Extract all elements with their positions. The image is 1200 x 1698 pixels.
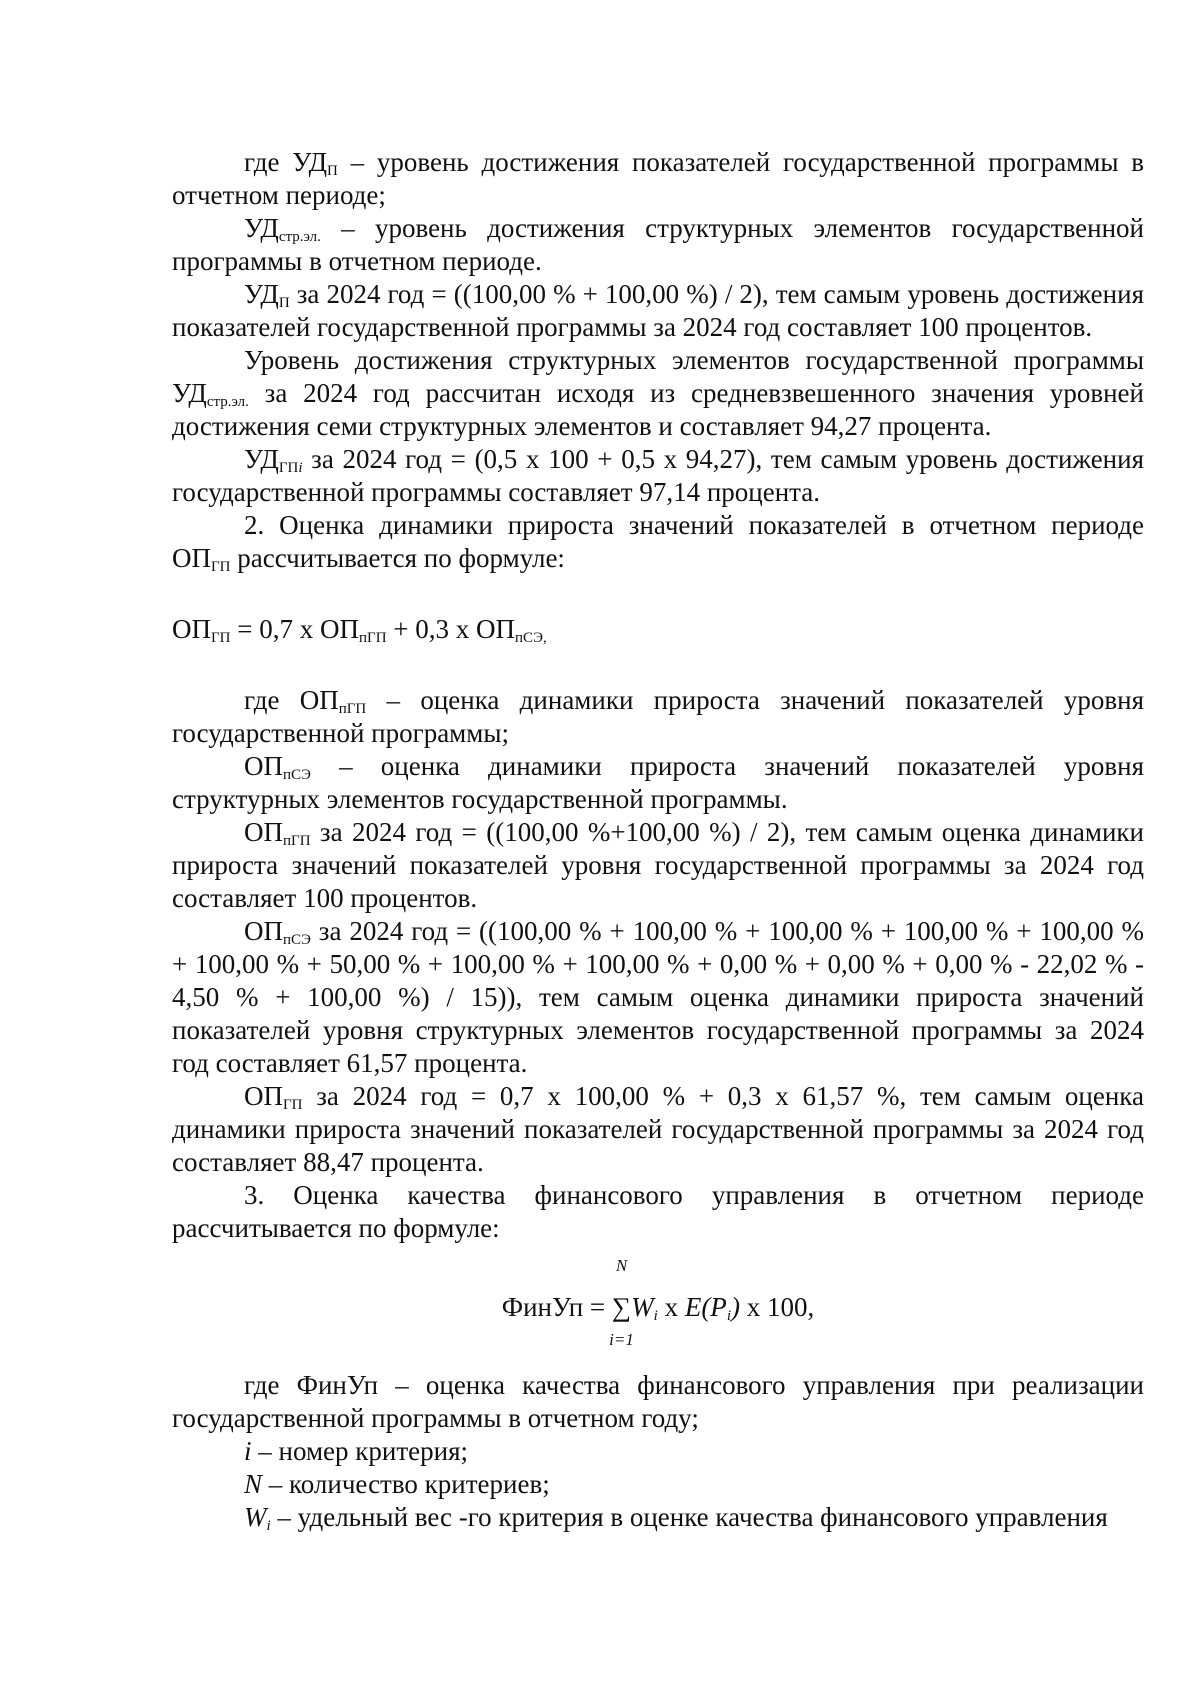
paragraph-op-pgp-definition <box>172 684 1144 750</box>
term: ОП <box>244 916 283 946</box>
calculation-text: за 2024 год = ((100,00 % + 100,00 %) / 2), тем самым уровень достижения показателей государственной программы за 2024 год составляет 100 процентов. <box>172 279 1144 342</box>
paragraph-text-continued: за 2024 год рассчитан исходя из средневзвешенного значения уровней достижения семи структурных элементов и составляет 94,27 процента. <box>172 378 1144 441</box>
term-subscript: ГПi <box>278 460 303 476</box>
term-subscript: стр.эл. <box>278 229 321 245</box>
variable: W <box>244 1502 267 1532</box>
paragraph-text: 2. Оценка динамики прироста значений показателей в отчетном периоде ОП <box>172 510 1144 573</box>
term: УД <box>244 213 279 243</box>
document-page <box>172 146 1144 1534</box>
definition-text: – оценка динамики прироста значений показателей уровня государственной программы; <box>172 685 1145 748</box>
term-subscript: ГП <box>211 559 231 575</box>
term: УД <box>244 444 279 474</box>
term-subscript: пГП <box>338 701 367 717</box>
term-subscript: П <box>278 295 290 311</box>
formula-op-gp: $ОП_{ГП} = 0,7$ х $ОП_{пГП} + 0,3$ х $ОП_{пСЭ,}$ <box>172 614 547 646</box>
term: ОП <box>244 817 283 847</box>
paragraph-text: Уровень достижения структурных элементов государственной программы УД <box>172 345 1144 408</box>
term: где УД <box>244 147 328 177</box>
variable: N <box>244 1469 263 1499</box>
term-subscript: П <box>327 163 338 179</box>
term-subscript: пГП <box>283 833 311 849</box>
term: ОП <box>244 751 283 781</box>
paragraph-section-3-heading: 3. Оценка качества финансового управления в отчетном периоде рассчитывается по формуле: <box>172 1180 1144 1243</box>
calculation-text: за 2024 год = (0,5 х 100 + 0,5 х 94,27), тем самым уровень достижения государственной программы составляет 97,14 процента. <box>172 444 1144 507</box>
paragraph-ud-p-calculation <box>172 278 1144 344</box>
definition-text: – номер критерия; <box>251 1436 468 1466</box>
paragraph-ud-gp-calculation <box>172 443 1144 509</box>
sigma-symbol: ∑ <box>611 1292 632 1322</box>
paragraph-ud-p-definition <box>172 146 1144 212</box>
definition-text: – удельный вес -го критерия в оценке качества финансового управления <box>270 1502 1108 1532</box>
definition-text: – количество критериев; <box>262 1469 550 1499</box>
definition-text: – оценка динамики прироста значений показателей уровня структурных элементов государственной программы. <box>172 751 1144 814</box>
definition-text: – уровень достижения показателей государственной программы в отчетном периоде; <box>172 147 1144 210</box>
paragraph-op-gp-calculation <box>172 1080 1144 1179</box>
term-subscript: пСЭ <box>283 932 311 948</box>
term: ОП <box>244 1081 283 1111</box>
term-subscript: пСЭ <box>283 767 311 783</box>
paragraph-op-pgp-calculation <box>172 816 1144 915</box>
paragraph-w-definition: $W_i$ – удельный вес -го критерия в оценке качества финансового управления <box>244 1502 1108 1534</box>
sum-lower-limit: i=1 <box>609 1330 634 1349</box>
term-subscript: стр.эл. <box>206 394 249 410</box>
term: где ОП <box>244 685 339 715</box>
definition-text: – уровень достижения структурных элементов государственной программы в отчетном периоде. <box>172 213 1144 276</box>
paragraph-text-continued: рассчитывается по формуле: <box>230 543 565 573</box>
paragraph-op-pse-calculation <box>172 915 1144 1080</box>
sum-upper-limit: N <box>615 1256 628 1275</box>
calculation-text: за 2024 год = ((100,00 % + 100,00 % + 100,00 % + 100,00 % + 100,00 % + 100,00 % + 50,00 % + 100,00 % + 100,00 % + 0,00 % + 0,00 % + 0,00 % - 22,02 % - 4,50 % + 100,00 %) / 15)), тем самым оценка динамики прироста значений показателей уровня структурных элементов государственной программы за 2024 год составляет 61,57 процента. <box>172 916 1144 1078</box>
paragraph-ud-str-calculation <box>172 344 1144 443</box>
paragraph-n-definition <box>172 1468 1144 1501</box>
calculation-text: за 2024 год = ((100,00 %+100,00 %) / 2), тем самым оценка динамики прироста значений показателей уровня государственной программы за 2024 год составляет 100 процентов. <box>172 817 1144 913</box>
paragraph-section-2-heading <box>172 509 1144 575</box>
formula-finup: ФинУп = N ∑ i=1 $W_i$ х $E(P_i)$ х 100, <box>501 1256 815 1349</box>
term-subscript: ГП <box>283 1097 303 1113</box>
paragraph-i-definition <box>172 1435 1144 1468</box>
variable: i <box>244 1436 252 1466</box>
paragraph-op-pse-definition <box>172 750 1144 816</box>
term: УД <box>244 279 279 309</box>
paragraph-finup-definition: где ФинУп – оценка качества финансового управления при реализации государственной программы в отчетном году; <box>172 1370 1144 1433</box>
paragraph-ud-str-definition <box>172 212 1144 278</box>
sum-operator <box>609 1256 634 1349</box>
calculation-text: за 2024 год = 0,7 х 100,00 % + 0,3 х 61,57 %, тем самым оценка динамики прироста значений показателей государственной программы за 2024 год составляет 88,47 процента. <box>172 1081 1144 1177</box>
